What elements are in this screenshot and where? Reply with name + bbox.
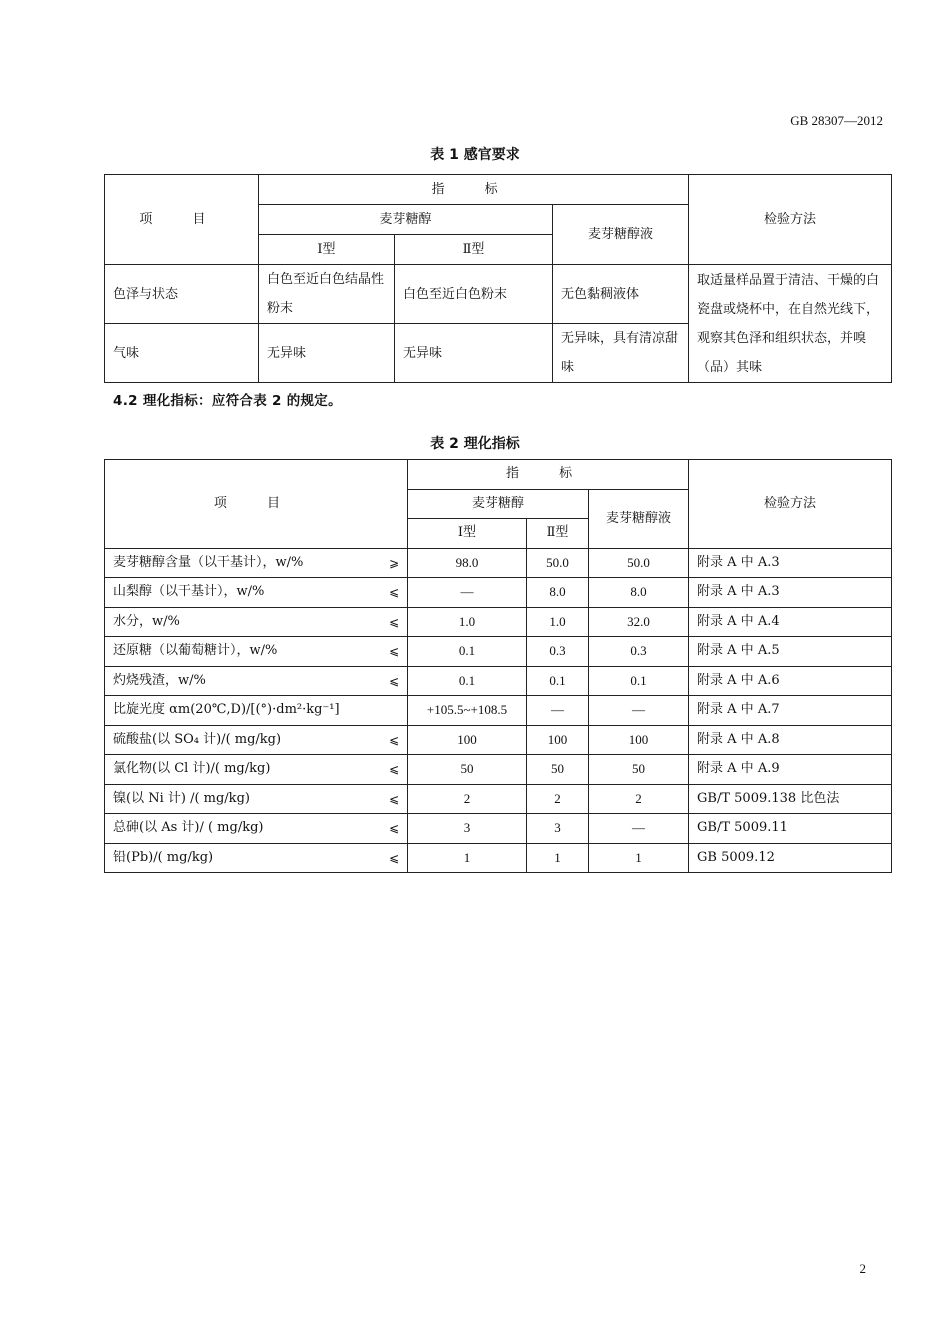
t2-cell-type2: 3 xyxy=(527,814,589,844)
t2-comparison-operator: ⩾ xyxy=(388,555,399,570)
table1-caption: 表 1 感官要求 xyxy=(430,147,520,163)
t2-comparison-operator: ⩽ xyxy=(388,850,399,865)
t2-cell-item xyxy=(105,607,408,637)
t2-cell-type1: 0.1 xyxy=(408,666,527,696)
t2-cell-type1: 50 xyxy=(408,755,527,785)
t2-comparison-operator: ⩽ xyxy=(388,673,399,688)
t1-header-type2: Ⅱ型 xyxy=(395,235,553,265)
t2-cell-syrup: 50 xyxy=(589,755,689,785)
t2-cell-type1: 1.0 xyxy=(408,607,527,637)
table-row xyxy=(105,696,892,726)
t2-body xyxy=(105,548,892,873)
t1-cell-item: 色泽与状态 xyxy=(105,265,259,324)
t2-cell-item xyxy=(105,725,408,755)
t2-item-label: 镍(以 Ni 计) /( mg/kg) xyxy=(113,790,250,806)
t2-cell-type1: 3 xyxy=(408,814,527,844)
t2-cell-type1: 2 xyxy=(408,784,527,814)
t2-cell-method: GB/T 5009.138 比色法 xyxy=(689,784,892,814)
t1-cell-type1: 无异味 xyxy=(259,324,395,383)
table-row xyxy=(105,725,892,755)
table-row xyxy=(105,607,892,637)
t2-cell-type1: 0.1 xyxy=(408,637,527,667)
t1-cell-item: 气味 xyxy=(105,324,259,383)
t2-cell-item xyxy=(105,784,408,814)
t2-item-label: 氯化物(以 Cl 计)/( mg/kg) xyxy=(113,761,271,777)
t2-cell-type2: 50 xyxy=(527,755,589,785)
t2-cell-type2: 0.1 xyxy=(527,666,589,696)
t2-cell-syrup: — xyxy=(589,814,689,844)
t2-item-label: 比旋光度 αm(20℃,D)/[(°)·dm²·kg⁻¹] xyxy=(113,702,340,718)
page-number: 2 xyxy=(859,1261,866,1276)
table-row xyxy=(105,784,892,814)
t2-cell-syrup: 50.0 xyxy=(589,548,689,578)
t2-header-type2: Ⅱ型 xyxy=(527,519,589,549)
t2-cell-item xyxy=(105,637,408,667)
t2-cell-type1: — xyxy=(408,578,527,608)
t1-header-maltitol: 麦芽糖醇 xyxy=(259,205,553,235)
t2-cell-type2: 2 xyxy=(527,784,589,814)
t1-cell-syrup: 无色黏稠液体 xyxy=(553,265,689,324)
t2-cell-type1: +105.5~+108.5 xyxy=(408,696,527,726)
t2-cell-type1: 1 xyxy=(408,843,527,873)
t2-cell-type2: 50.0 xyxy=(527,548,589,578)
t2-cell-method: 附录 A 中 A.4 xyxy=(689,607,892,637)
t2-item-label: 水分，w/% xyxy=(113,613,180,629)
t2-cell-method: 附录 A 中 A.7 xyxy=(689,696,892,726)
t2-cell-item xyxy=(105,755,408,785)
t2-cell-item xyxy=(105,696,408,726)
table-row xyxy=(105,578,892,608)
t2-cell-type2: 1 xyxy=(527,843,589,873)
t1-cell-syrup: 无异味，具有清凉甜味 xyxy=(553,324,689,383)
table-row xyxy=(105,637,892,667)
t2-comparison-operator: ⩽ xyxy=(388,762,399,777)
t2-cell-syrup: 8.0 xyxy=(589,578,689,608)
t2-cell-type1: 100 xyxy=(408,725,527,755)
t1-cell-method: 取适量样品置于清洁、干燥的白瓷盘或烧杯中，在自然光线下，观察其色泽和组织状态，并嗅（品）其味 xyxy=(689,265,892,383)
t2-comparison-operator: ⩽ xyxy=(388,614,399,629)
t2-header-syrup: 麦芽糖醇液 xyxy=(589,489,689,548)
t2-comparison-operator: ⩽ xyxy=(388,791,399,806)
t2-cell-item xyxy=(105,578,408,608)
t2-item-label: 铅(Pb)/( mg/kg) xyxy=(113,849,214,865)
t2-cell-item xyxy=(105,666,408,696)
t2-cell-item xyxy=(105,814,408,844)
t2-cell-method: GB/T 5009.11 xyxy=(689,814,892,844)
table-row xyxy=(105,666,892,696)
table2-caption: 表 2 理化指标 xyxy=(430,436,520,452)
t2-cell-syrup: 0.1 xyxy=(589,666,689,696)
t2-cell-method: 附录 A 中 A.8 xyxy=(689,725,892,755)
t2-cell-method: 附录 A 中 A.6 xyxy=(689,666,892,696)
sensory-requirements-table xyxy=(104,174,892,383)
t2-cell-syrup: 1 xyxy=(589,843,689,873)
t2-cell-type2: 100 xyxy=(527,725,589,755)
table-row xyxy=(105,548,892,578)
t1-cell-type2: 白色至近白色粉末 xyxy=(395,265,553,324)
table-row xyxy=(105,843,892,873)
t2-comparison-operator: ⩽ xyxy=(388,732,399,747)
t2-header-maltitol: 麦芽糖醇 xyxy=(408,489,589,519)
t2-cell-type2: 0.3 xyxy=(527,637,589,667)
t2-cell-type2: — xyxy=(527,696,589,726)
t2-header-item: 项 目 xyxy=(105,460,408,549)
t2-cell-syrup: 2 xyxy=(589,784,689,814)
t1-header-method: 检验方法 xyxy=(689,175,892,265)
t2-item-label: 灼烧残渣，w/% xyxy=(113,672,206,688)
t2-comparison-operator: ⩽ xyxy=(388,585,399,600)
t2-item-label: 麦芽糖醇含量（以干基计），w/% xyxy=(113,554,304,570)
t2-comparison-operator: ⩽ xyxy=(388,821,399,836)
t2-cell-syrup: 0.3 xyxy=(589,637,689,667)
t2-cell-type2: 1.0 xyxy=(527,607,589,637)
t2-header-indicator: 指 标 xyxy=(408,460,689,490)
t2-cell-method: 附录 A 中 A.3 xyxy=(689,548,892,578)
t2-item-label: 还原糖（以葡萄糖计），w/% xyxy=(113,643,278,659)
t2-header-type1: Ⅰ型 xyxy=(408,519,527,549)
t2-cell-method: 附录 A 中 A.5 xyxy=(689,637,892,667)
t1-header-syrup: 麦芽糖醇液 xyxy=(553,205,689,265)
t2-cell-method: 附录 A 中 A.9 xyxy=(689,755,892,785)
t1-header-type1: Ⅰ型 xyxy=(259,235,395,265)
table-row xyxy=(105,265,892,324)
t1-header-item: 项 目 xyxy=(105,175,259,265)
t2-item-label: 山梨醇（以干基计），w/% xyxy=(113,584,265,600)
t2-item-label: 总砷(以 As 计)/ ( mg/kg) xyxy=(113,820,264,836)
clause-4-2: 4.2 理化指标：应符合表 2 的规定。 xyxy=(113,393,342,409)
t2-item-label: 硫酸盐(以 SO₄ 计)/( mg/kg) xyxy=(113,731,282,747)
t2-cell-syrup: 100 xyxy=(589,725,689,755)
table-row xyxy=(105,814,892,844)
t2-cell-method: GB 5009.12 xyxy=(689,843,892,873)
t2-comparison-operator: ⩽ xyxy=(388,644,399,659)
standard-code: GB 28307—2012 xyxy=(790,113,883,128)
t1-cell-type1: 白色至近白色结晶性粉末 xyxy=(259,265,395,324)
t2-cell-syrup: 32.0 xyxy=(589,607,689,637)
t1-header-indicator: 指 标 xyxy=(259,175,689,205)
t2-cell-method: 附录 A 中 A.3 xyxy=(689,578,892,608)
t2-cell-item xyxy=(105,843,408,873)
t2-cell-type2: 8.0 xyxy=(527,578,589,608)
table-row xyxy=(105,755,892,785)
t1-cell-type2: 无异味 xyxy=(395,324,553,383)
t2-cell-item xyxy=(105,548,408,578)
physicochemical-indicators-table xyxy=(104,459,892,873)
t2-header-method: 检验方法 xyxy=(689,460,892,549)
t2-cell-type1: 98.0 xyxy=(408,548,527,578)
t2-cell-syrup: — xyxy=(589,696,689,726)
